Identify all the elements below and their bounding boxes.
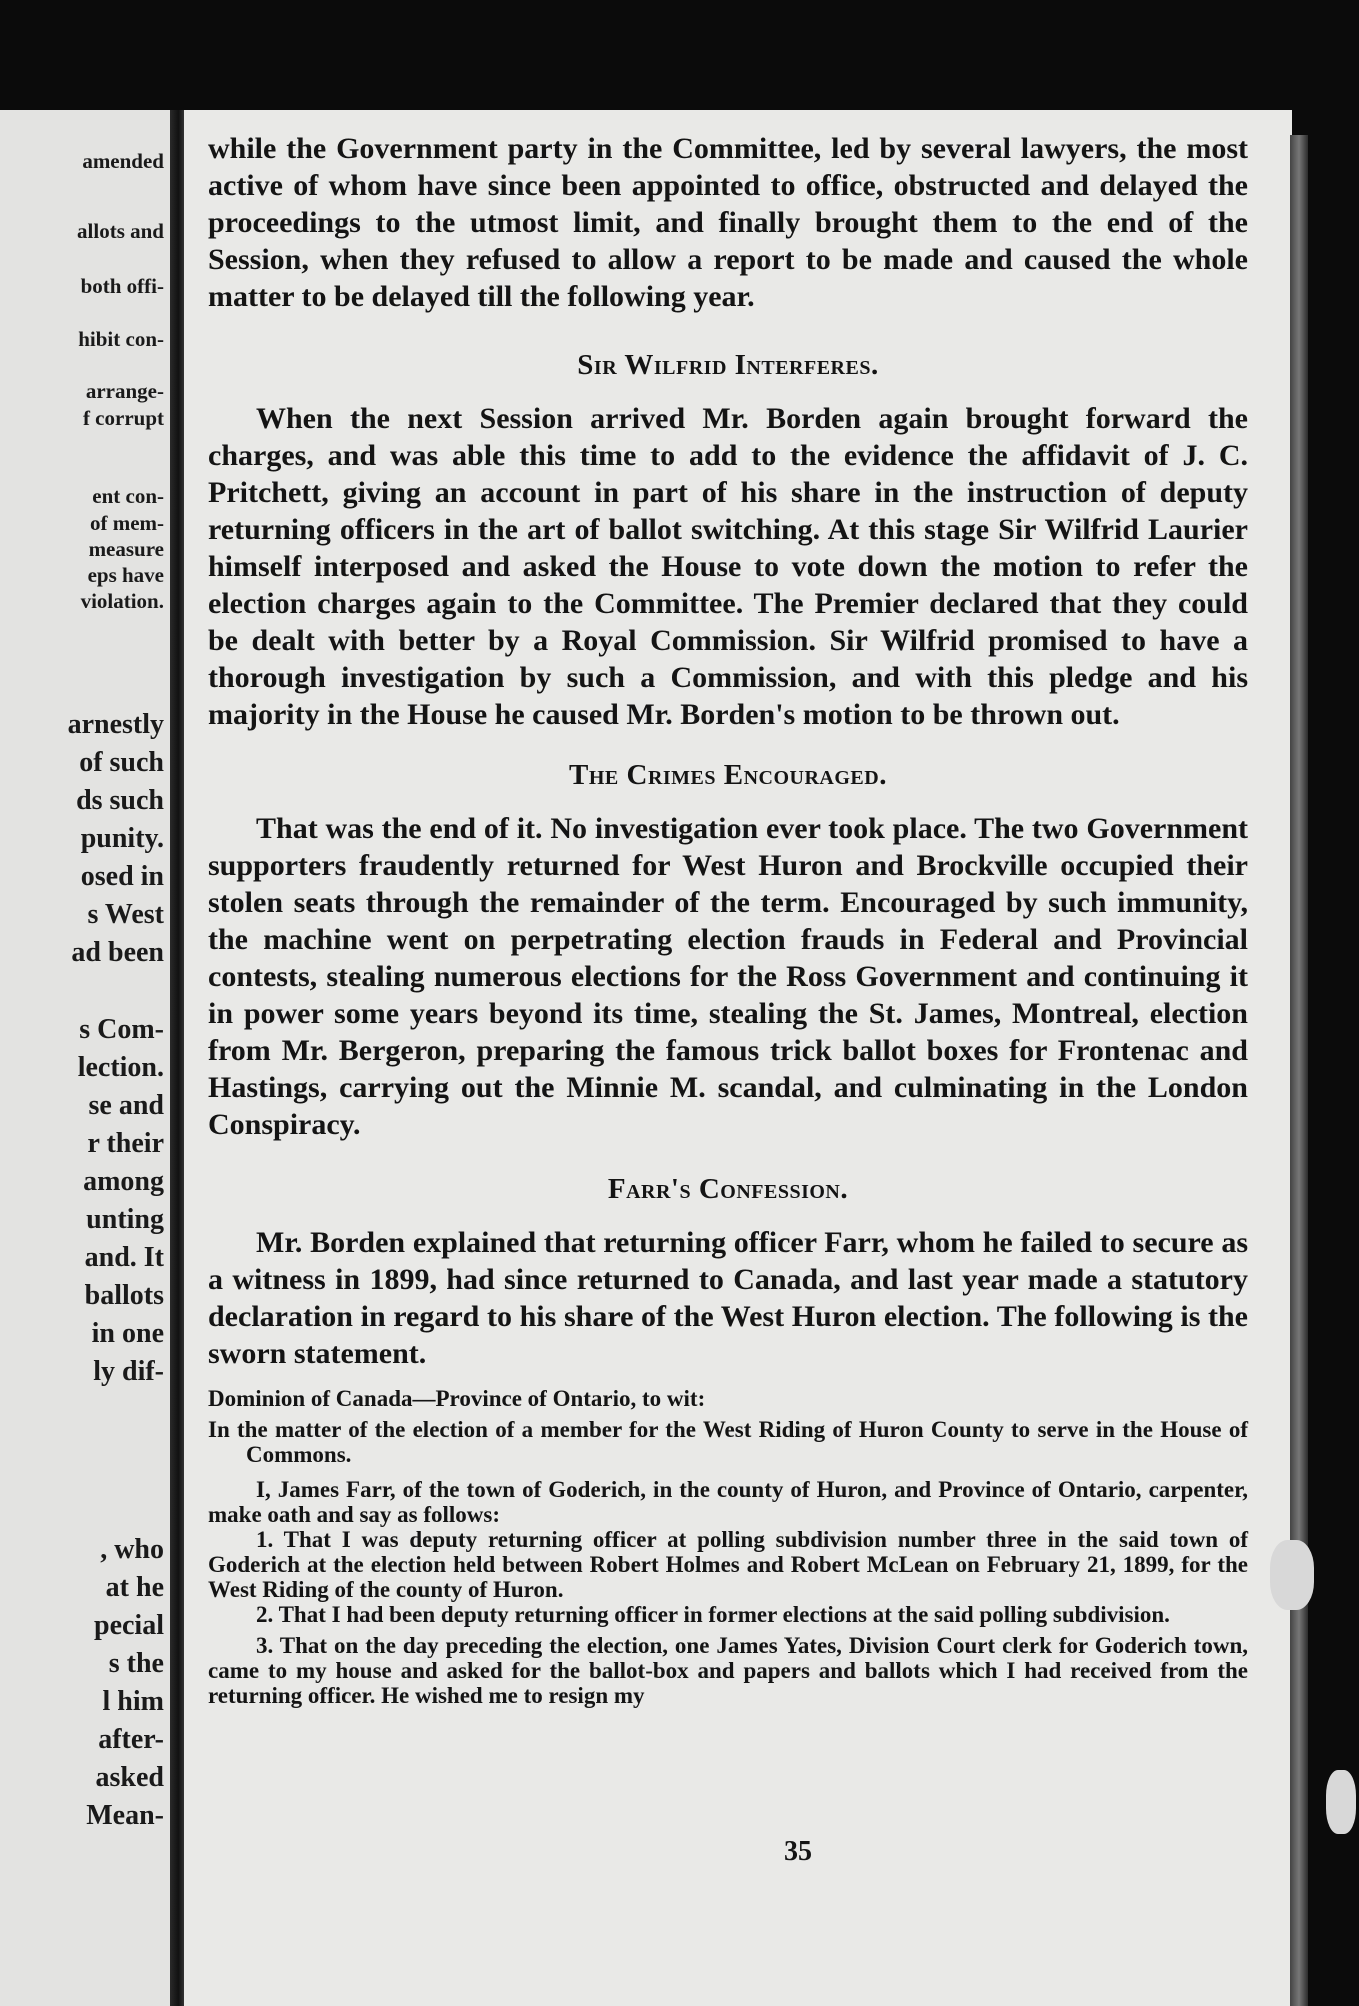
- left-page-line: among: [83, 1166, 164, 1197]
- paragraph-crimes: That was the end of it. No investigation ever took place. The two Government supporters fraudently returned for West Huron and Brockville occupied their stolen seats through the remainder of the term. Encouraged by such immunity, the machine went on perpetrating election frauds in Federal and Provincial contests, stealing numerous elections for the Ross Government and continuing it in power some years beyond its time, stealing the St. James, Montreal, election from Mr. Bergeron, preparing the famous trick ballot boxes for Frontenac and Hastings, carrying out the Minnie M. scandal, and culminating in the London Conspiracy.: [208, 812, 1248, 1141]
- left-page-line: pecial: [94, 1610, 164, 1641]
- clip-mark: [1326, 1770, 1356, 1834]
- left-page-line: of mem-: [89, 511, 164, 535]
- left-page-line: eps have: [87, 563, 164, 587]
- left-page-line: ds such: [76, 785, 164, 816]
- left-page-line: r their: [87, 1128, 164, 1159]
- left-page-line: f corrupt: [82, 406, 164, 430]
- left-page-line: of such: [79, 747, 164, 778]
- left-page-line: lection.: [77, 1052, 164, 1083]
- clip-mark: [1270, 1540, 1314, 1610]
- left-page-line: punity.: [80, 823, 164, 854]
- left-page-line: asked: [95, 1762, 164, 1793]
- left-page-line: l him: [102, 1686, 164, 1717]
- doc-item-3: 3. That on the day preceding the election, one James Yates, Division Court clerk for Goderich town, came to my house and asked for the ballot-box and papers and ballots which I had received from the returning officer. He wished me to resign my: [208, 1633, 1248, 1708]
- main-page: [184, 110, 1292, 2006]
- paragraph-interferes: When the next Session arrived Mr. Borden again brought forward the charges, and was able this time to add to the evidence the affidavit of J. C. Pritchett, giving an account in part of his share in the instruction of deputy returning officers in the art of ballot switching. At this stage Sir Wilfrid Laurier himself interposed and asked the House to vote down the motion to refer the election charges again to the Committee. The Premier declared that they could be dealt with better by a Royal Commission. Sir Wilfrid promised to have a thorough investigation by such a Commission, and with this pledge and his majority in the House he caused Mr. Borden's motion to be thrown out.: [208, 402, 1248, 731]
- left-page-line: in one: [91, 1318, 164, 1349]
- left-page-line: violation.: [80, 589, 164, 613]
- paragraph-intro: while the Government party in the Committee, led by several lawyers, the most active of whom have since been appointed to office, obstructed and delayed the proceedings to the utmost limit, and finally brought them to the end of the Session, when they refused to allow a report to be made and caused the whole matter to be delayed till the following year.: [208, 132, 1248, 313]
- left-page-line: Mean-: [86, 1800, 164, 1831]
- left-page-line: after-: [98, 1724, 164, 1755]
- left-page-line: arrange-: [85, 379, 164, 403]
- doc-item-1: 1. That I was deputy returning officer at polling subdivision number three in the said town of Goderich at the election held between Robert Holmes and Robert McLean on February 21, 1899, for the West Riding of the county of Huron.: [208, 1527, 1248, 1602]
- left-page-line: ly dif-: [93, 1356, 164, 1387]
- right-page-edge: [1290, 135, 1308, 2006]
- left-page-line: measure: [88, 537, 164, 561]
- doc-oath: I, James Farr, of the town of Goderich, in the county of Huron, and Province of Ontario, carpenter, make oath and say as follows:: [208, 1477, 1248, 1527]
- paragraph-confession: Mr. Borden explained that returning officer Farr, whom he failed to secure as a witness in 1899, had since returned to Canada, and last year made a statutory declaration in regard to his share of the West Huron election. The following is the sworn statement.: [208, 1226, 1248, 1370]
- main-column: [208, 130, 1248, 1708]
- left-page-line: arnestly: [67, 709, 164, 740]
- left-page-line: and. It: [84, 1242, 164, 1273]
- page-number: 35: [784, 1836, 812, 1867]
- left-page-line: allots and: [77, 219, 164, 243]
- left-page-line: ballots: [84, 1280, 164, 1311]
- doc-header: Dominion of Canada—Province of Ontario, to wit:: [208, 1386, 706, 1411]
- left-page-line: se and: [88, 1090, 164, 1121]
- left-page-line: unting: [86, 1204, 164, 1235]
- left-page-line: ent con-: [92, 484, 164, 508]
- left-page-line: both offi-: [80, 274, 164, 298]
- left-page-line: at he: [105, 1572, 164, 1603]
- left-page-line: amended: [82, 149, 164, 173]
- left-page-line: s West: [87, 899, 164, 930]
- heading-crimes-encouraged: The Crimes Encouraged.: [569, 759, 887, 791]
- left-page-line: ad been: [71, 937, 164, 968]
- doc-item-2: 2. That I had been deputy returning officer in former elections at the said polling subdivision.: [256, 1602, 1170, 1627]
- left-page-line: , who: [100, 1534, 164, 1565]
- heading-sir-wilfrid-interferes: Sir Wilfrid Interferes.: [577, 349, 879, 381]
- heading-farrs-confession: Farr's Confession.: [607, 1173, 849, 1205]
- book-gutter: [170, 110, 184, 2006]
- left-page-line: osed in: [80, 861, 164, 892]
- left-page-fragment: [0, 110, 170, 2006]
- left-page-line: s Com-: [79, 1014, 164, 1045]
- doc-matter: In the matter of the election of a member for the West Riding of Huron County to serve in the House of Commons.: [208, 1417, 1248, 1467]
- left-page-line: s the: [108, 1648, 164, 1679]
- left-page-line: hibit con-: [78, 327, 164, 351]
